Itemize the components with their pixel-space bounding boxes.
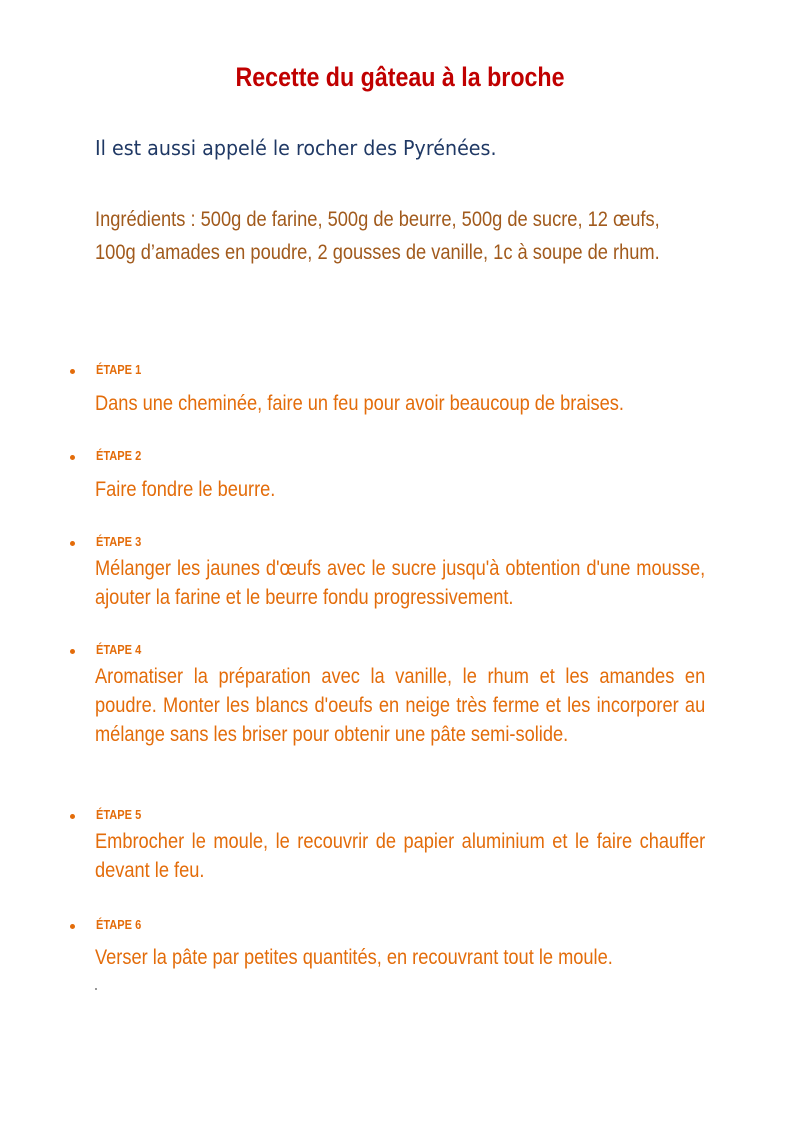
trailing-dot xyxy=(95,988,97,990)
bullet-icon xyxy=(70,649,75,654)
step-label: ÉTAPE 5 xyxy=(96,807,142,822)
step-text: Faire fondre le beurre. xyxy=(95,478,276,501)
step-text: Aromatiser la préparation avec la vanille, le rhum et les amandes en poudre. Monter les blancs d'oeufs en neige très ferme et les incorporer au mélange sans les briser pour obtenir une pâte semi-solide. xyxy=(95,665,706,746)
step-text: Dans une cheminée, faire un feu pour avoir beaucoup de braises. xyxy=(95,392,624,415)
step-label: ÉTAPE 2 xyxy=(96,448,142,463)
step-text: Mélanger les jaunes d'œufs avec le sucre jusqu'à obtention d'une mousse, ajouter la farine et le beurre fondu progressivement. xyxy=(95,557,706,609)
recipe-title: Recette du gâteau à la broche xyxy=(235,62,565,93)
bullet-icon xyxy=(70,455,75,460)
bullet-icon xyxy=(70,369,75,374)
step-label: ÉTAPE 3 xyxy=(96,534,142,549)
bullet-icon xyxy=(70,924,75,929)
step-text: Embrocher le moule, le recouvrir de papier aluminium et le faire chauffer devant le feu. xyxy=(95,830,706,882)
recipe-subtitle: Il est aussi appelé le rocher des Pyrénées. xyxy=(95,136,497,160)
step-label: ÉTAPE 6 xyxy=(96,917,142,932)
bullet-icon xyxy=(70,541,75,546)
ingredients-paragraph: Ingrédients : 500g de farine, 500g de beurre, 500g de sucre, 12 œufs, 100g d’amades en poudre, 2 gousses de vanille, 1c à soupe de rhum. xyxy=(95,208,660,264)
step-text: Verser la pâte par petites quantités, en recouvrant tout le moule. xyxy=(95,946,613,969)
step-label: ÉTAPE 1 xyxy=(96,362,142,377)
bullet-icon xyxy=(70,814,75,819)
step-label: ÉTAPE 4 xyxy=(96,642,142,657)
